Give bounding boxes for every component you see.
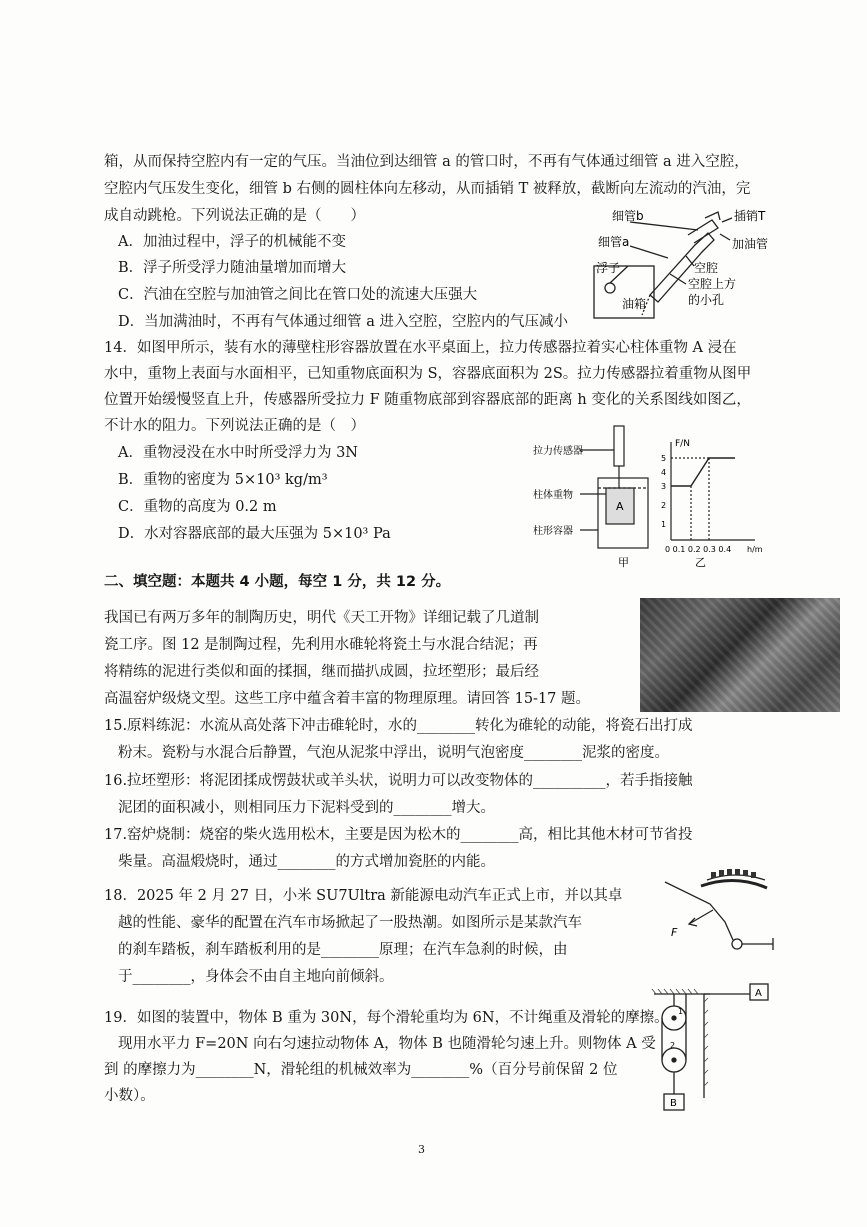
q13-option-b: B．浮子所受浮力随油量增加而增大 — [118, 260, 347, 276]
figure-jia — [530, 420, 655, 570]
q15-line-1: 15.原料练泥：水流从高处落下冲击碓轮时，水的________转化为碓轮的动能，将瓷石出打成 — [104, 718, 693, 734]
q19-line-3: 到 的摩擦力为________N，滑轮组的机械效率为________%（百分号前保留 2 位 — [104, 1062, 618, 1078]
caption-yi: 乙 — [695, 556, 706, 569]
q14-option-a: A．重物浸没在水中时所受浮力为 3N — [118, 445, 358, 461]
passage-line-2: 瓷工序。图 12 是制陶过程，先利用水碓轮将瓷土与水混合结泥；再 — [104, 637, 538, 653]
yi-ylabel: F/N — [675, 439, 690, 449]
label-fuel-pipe: 加油管 — [732, 237, 769, 251]
q13-line-3: 成自动跳枪。下列说法正确的是（ ） — [104, 208, 365, 224]
q18-line-3: 的刹车踏板，刹车踏板利用的是________原理；在汽车急刹的时候，由 — [118, 942, 568, 958]
figure-yi — [655, 436, 765, 570]
q18-line-2: 越的性能、豪华的配置在汽车市场掀起了一股热潮。如图所示是某款汽车 — [118, 915, 582, 931]
brake-pedal-figure — [655, 860, 780, 960]
passage-line-1: 我国已有两万多年的制陶历史，明代《天工开物》详细记载了几道制 — [104, 610, 539, 626]
q18-line-1: 18．2025 年 2 月 27 日，小米 SU7Ultra 新能源电动汽车正式上市，并以其卓 — [104, 888, 623, 904]
yi-ytick-3: 3 — [661, 482, 667, 491]
label-block-b: B — [670, 1098, 677, 1109]
q14-line-4: 不计水的阻力。下列说法正确的是（ ） — [104, 418, 365, 434]
yi-xlabel: h/m — [747, 545, 763, 554]
label-pulley-2: 2 — [670, 1041, 676, 1050]
label-hole-1: 空腔上方 — [688, 277, 737, 291]
q13-line-1: 箱，从而保持空腔内有一定的气压。当油位到达细管 a 的管口时，不再有气体通过细管 a 进入空腔， — [104, 154, 749, 170]
section-title: 二、填空题：本题共 4 小题，每空 1 分，共 12 分。 — [104, 574, 451, 590]
label-hole-2: 的小孔 — [688, 293, 725, 307]
label-sensor: 拉力传感器 — [533, 446, 583, 457]
label-block-a: A — [616, 500, 624, 513]
q14-line-2: 水中，重物上表面与水面相平，已知重物底面积为 S，容器底面积为 2S。拉力传感器拉着重物从图甲 — [104, 366, 752, 382]
yi-ytick-4: 4 — [661, 468, 667, 477]
q14-option-b: B．重物的密度为 5×10³ kg/m³ — [118, 472, 328, 488]
q18-line-4: 于________，身体会不由自主地向前倾斜。 — [118, 969, 394, 985]
q19-line-4: 小数）。 — [104, 1088, 155, 1104]
q17-line-1: 17.窑炉烧制：烧窑的柴火选用松木，主要是因为松木的________高，相比其他木材可节省投 — [104, 827, 693, 843]
q15-line-2: 粉末。瓷粉与水混合后静置，气泡从泥浆中浮出，说明气泡密度________泥浆的密度。 — [118, 745, 669, 761]
fuel-nozzle-figure — [590, 200, 790, 325]
label-cavity: 空腔 — [694, 261, 719, 275]
q17-line-2: 柴量。高温煅烧时，通过________的方式增加瓷胚的内能。 — [118, 854, 495, 870]
q16-line-1: 16.拉坯塑形：将泥团揉成愣鼓状或羊头状，说明力可以改变物体的__________，若手指接触 — [104, 773, 693, 789]
label-pulley-1: 1 — [678, 1007, 684, 1016]
pulley-figure — [650, 978, 780, 1113]
label-tube-a: 细管a — [598, 235, 630, 249]
q16-line-2: 泥团的面积减小，则相同压力下泥料受到的________增大。 — [118, 800, 495, 816]
label-tube-b: 细管b — [612, 209, 644, 223]
caption-jia: 甲 — [618, 556, 629, 569]
q13-option-a: A．加油过程中，浮子的机械能不变 — [118, 234, 346, 250]
q14-option-d: D．水对容器底部的最大压强为 5×10³ Pa — [118, 526, 391, 542]
page-number: 3 — [418, 1143, 425, 1156]
q13-line-2: 空腔内气压发生变化，细管 b 右侧的圆柱体向左移动，从而插销 T 被释放，截断向左流动的汽油，完 — [104, 181, 751, 197]
q19-line-2: 现用水平力 F=20N 向右匀速拉动物体 A，物体 B 也随滑轮匀速上升。则物体 A 受 — [118, 1036, 656, 1052]
q13-option-c: C．汽油在空腔与加油管之间比在管口处的流速大压强大 — [118, 287, 478, 303]
label-tank: 油箱 — [622, 297, 647, 311]
yi-xticks: 0 0.1 0.2 0.3 0.4 — [665, 545, 732, 554]
yi-ytick-5: 5 — [661, 454, 667, 463]
pottery-photo — [640, 598, 840, 712]
passage-line-4: 高温窑炉级烧文型。这些工序中蕴含着丰富的物理原理。请回答 15-17 题。 — [104, 691, 591, 707]
q19-line-1: 19．如图的装置中，物体 B 重为 30N，每个滑轮重均为 6N，不计绳重及滑轮的摩擦。 — [104, 1010, 669, 1026]
yi-ytick-2: 2 — [661, 501, 667, 510]
q14-line-3: 位置开始缓慢竖直上升，传感器所受拉力 F 随重物底部到容器底部的距离 h 变化的关系图线如图乙， — [104, 392, 751, 408]
yi-ytick-1: 1 — [661, 520, 667, 529]
label-container: 柱形容器 — [533, 526, 573, 537]
q13-option-d: D．当加满油时，不再有气体通过细管 a 进入空腔，空腔内的气压减小 — [118, 314, 568, 330]
label-force-f: F — [671, 926, 678, 939]
label-pin-t: 插销T — [734, 209, 766, 223]
passage-line-3: 将精练的泥进行类似和面的揉掴，继而描扒成圆，拉坯塑形；最后经 — [104, 664, 539, 680]
label-block-a: A — [755, 988, 762, 999]
q14-line-1: 14．如图甲所示，装有水的薄壁柱形容器放置在水平桌面上，拉力传感器拉着实心柱体重物 A 浸在 — [104, 340, 737, 356]
label-float: 浮子 — [596, 261, 621, 275]
label-weight: 柱体重物 — [533, 490, 573, 501]
q14-option-c: C．重物的高度为 0.2 m — [118, 499, 277, 515]
